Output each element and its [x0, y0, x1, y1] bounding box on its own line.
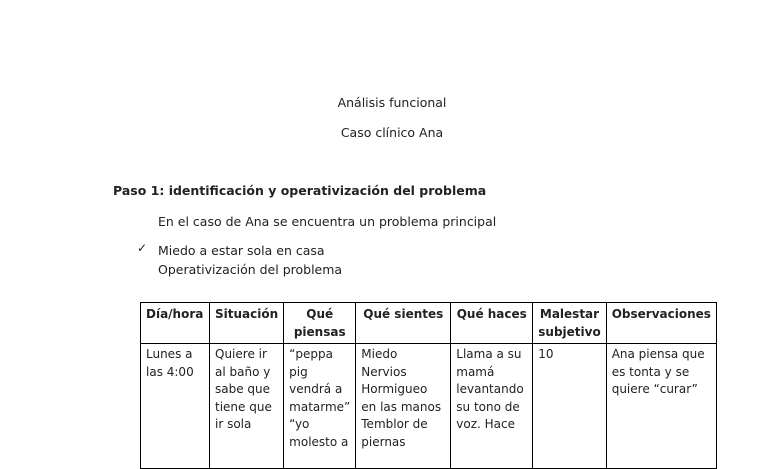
- column-header: Qué sientes: [356, 303, 451, 344]
- column-header: Qué haces: [451, 303, 533, 344]
- column-header: Malestar subjetivo: [533, 303, 606, 344]
- table-header-row: [141, 303, 717, 344]
- column-header: Qué piensas: [284, 303, 356, 344]
- functional-analysis-table: [140, 302, 717, 469]
- checklist-item: Miedo a estar sola en casa: [158, 243, 325, 258]
- checklist-subitem: Operativización del problema: [158, 262, 343, 277]
- section-heading: Paso 1: identificación y operativización del problema: [113, 183, 487, 198]
- table-cell: “peppa pig vendrá a matarme” “yo molesto a: [284, 344, 356, 469]
- table-cell: Ana piensa que es tonta y se quiere “curar”: [606, 344, 716, 469]
- document-title: Análisis funcional: [337, 95, 447, 110]
- column-header: Observaciones: [606, 303, 716, 344]
- checkmark-icon: ✓: [137, 241, 148, 255]
- table-cell: Quiere ir al baño y sabe que tiene que ir sola: [210, 344, 284, 469]
- column-header: Día/hora: [141, 303, 210, 344]
- document-subtitle: Caso clínico Ana: [340, 125, 444, 140]
- table-cell: Lunes a las 4:00: [141, 344, 210, 469]
- column-header: Situación: [210, 303, 284, 344]
- table-cell: 10: [533, 344, 606, 469]
- table-row: [141, 344, 717, 469]
- intro-paragraph: En el caso de Ana se encuentra un problema principal: [158, 214, 497, 229]
- table-cell: Llama a su mamá levantando su tono de voz. Hace: [451, 344, 533, 469]
- table-cell: Miedo Nervios Hormigueo en las manos Temblor de piernas: [356, 344, 451, 469]
